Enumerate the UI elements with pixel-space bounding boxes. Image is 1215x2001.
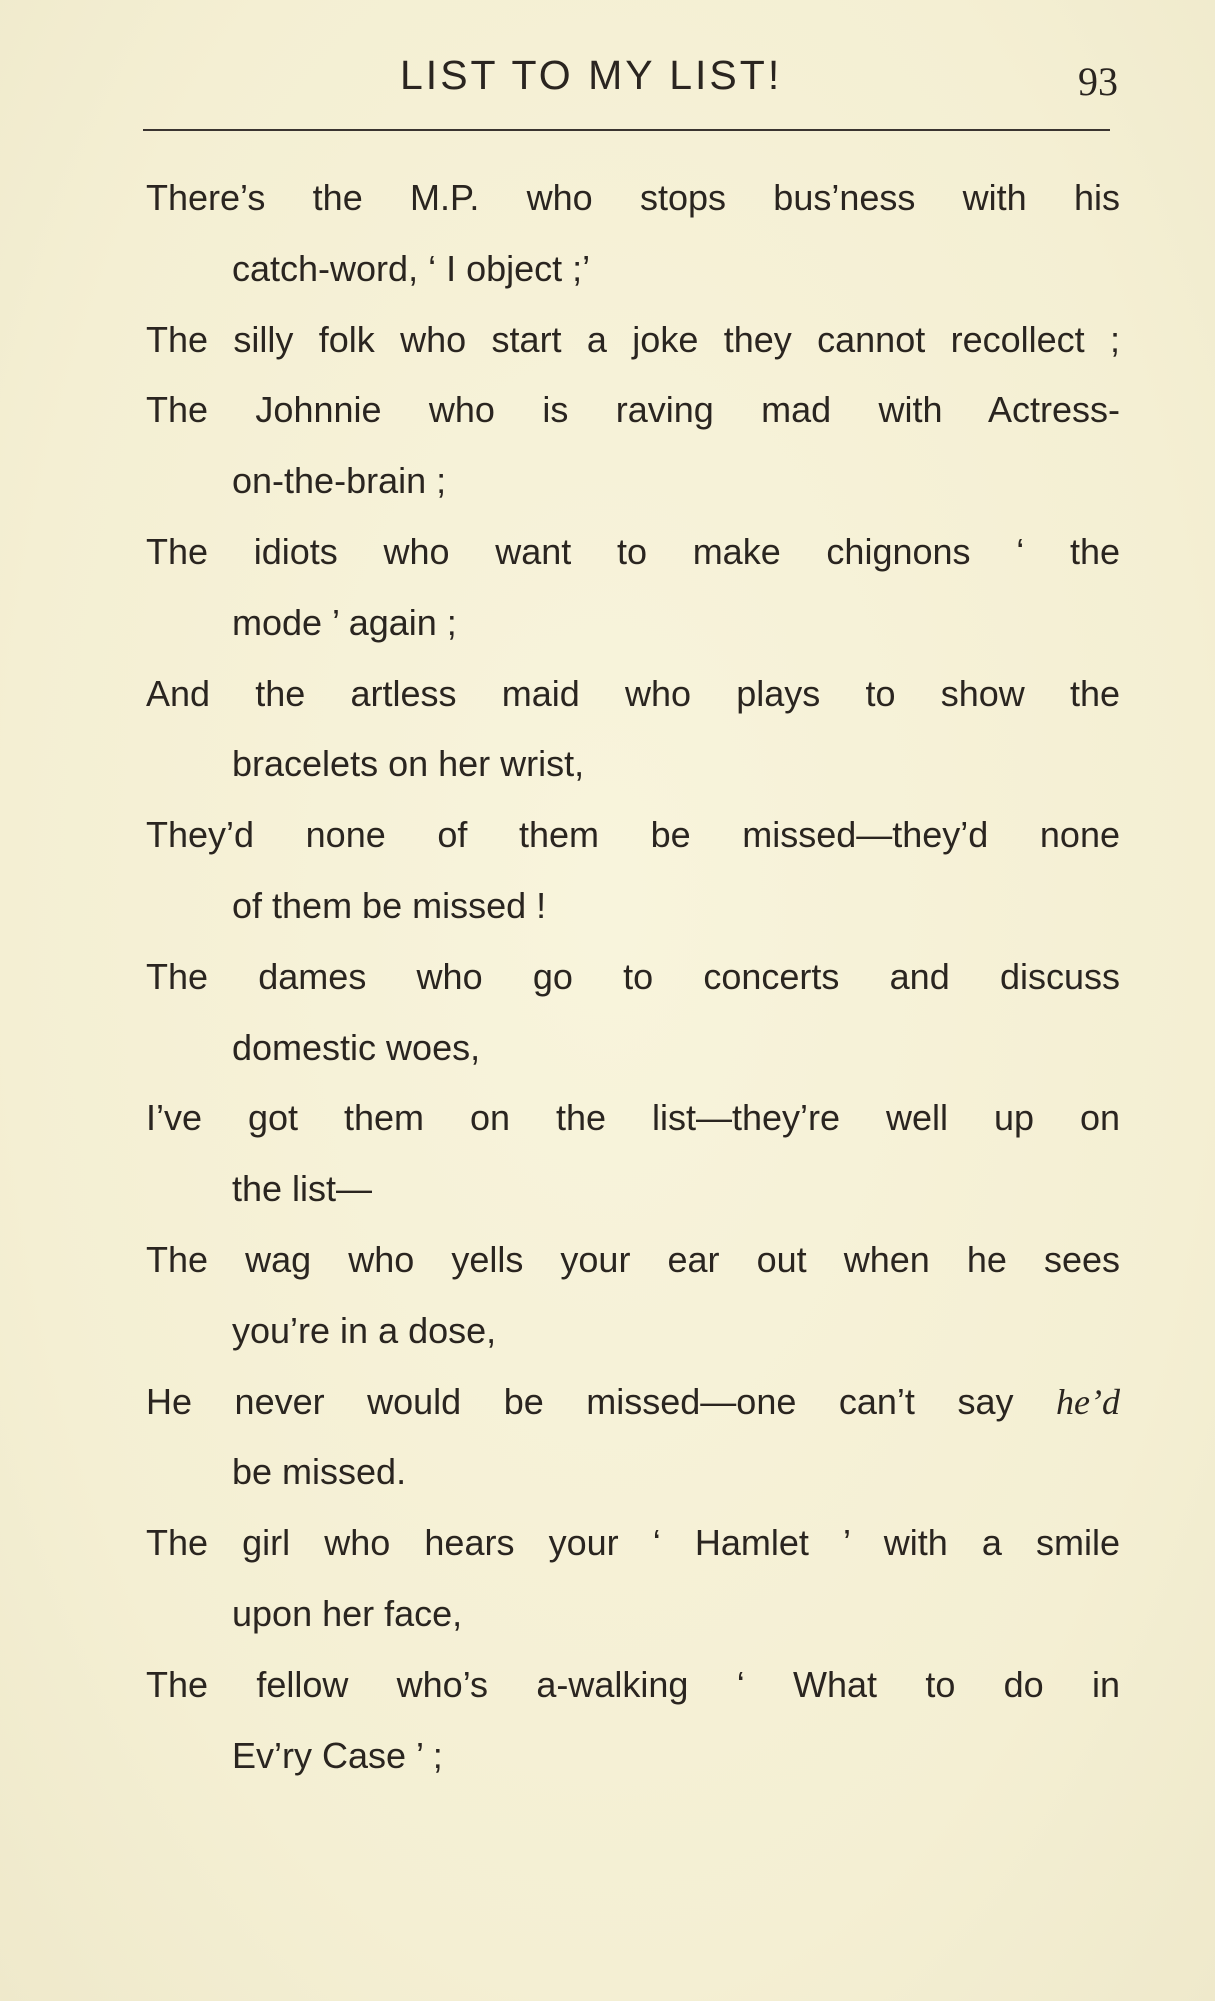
verse-line: He never would be missed—one can’t say he’d [146, 1380, 1120, 1422]
verse-line-continuation: domestic woes, [232, 1026, 481, 1068]
verse-line: The fellow who’s a-walking ‘ What to do in [146, 1663, 1120, 1705]
verse-line-continuation: mode ’ again ; [232, 601, 457, 643]
verse-block [0, 163, 1215, 1791]
italic-emphasis: he’d [1056, 1381, 1120, 1422]
verse-line: The idiots who want to make chignons ‘ the [146, 530, 1120, 572]
verse-line: The silly folk who start a joke they cannot recollect ; [146, 318, 1120, 360]
verse-line-continuation: of them be missed ! [232, 884, 547, 926]
verse-line-continuation: bracelets on her wrist, [232, 743, 585, 785]
verse-line-continuation: upon her face, [232, 1592, 463, 1634]
running-title: LIST TO MY LIST! [400, 52, 783, 98]
verse-line-continuation: catch-word, ‘ I object ;’ [232, 247, 591, 289]
verse-line: And the artless maid who plays to show the [146, 672, 1120, 714]
verse-line: I’ve got them on the list—they’re well up on [146, 1097, 1120, 1139]
verse-line-continuation: the list— [232, 1168, 373, 1210]
verse-line-continuation: on-the-brain ; [232, 460, 447, 502]
page-number: 93 [1078, 59, 1118, 104]
verse-line-continuation: be missed. [232, 1451, 407, 1493]
running-head [0, 52, 1215, 102]
verse-line: The Johnnie who is raving mad with Actress- [146, 389, 1120, 431]
header-rule [143, 129, 1110, 131]
verse-line: They’d none of them be missed—they’d none [146, 814, 1120, 856]
verse-line-continuation: Ev’ry Case ’ ; [232, 1734, 443, 1776]
verse-line: The wag who yells your ear out when he sees [146, 1238, 1120, 1280]
verse-line: There’s the M.P. who stops bus’ness with his [146, 177, 1120, 218]
verse-line: The girl who hears your ‘ Hamlet ’ with a smile [146, 1522, 1120, 1564]
verse-line: The dames who go to concerts and discuss [146, 955, 1120, 997]
verse-line-continuation: you’re in a dose, [232, 1309, 497, 1351]
